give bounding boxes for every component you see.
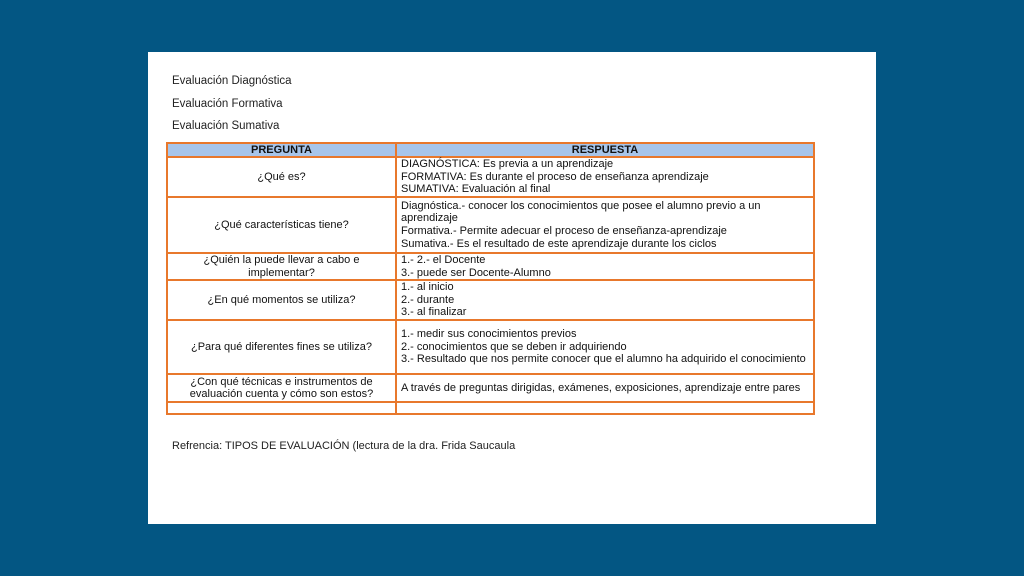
answer-line: Formativa.- Permite adecuar el proceso de enseñanza-aprendizaje [401, 225, 727, 237]
evaluation-table [166, 142, 815, 415]
empty-cell [167, 402, 396, 414]
table-header-row [167, 143, 814, 157]
answer-line: DIAGNÓSTICA: Es previa a un aprendizaje [401, 158, 614, 171]
document-page [148, 52, 876, 524]
table-row [167, 253, 814, 280]
answer-line: 2.- conocimientos que se deben ir adquiriendo [401, 340, 627, 353]
question-cell: ¿Con qué técnicas e instrumentos de evaluación cuenta y cómo son estos? [167, 374, 396, 402]
header-respuesta: RESPUESTA [396, 143, 814, 157]
question-cell: ¿Qué es? [167, 157, 396, 197]
table-row [167, 280, 814, 320]
intro-diagnostica: Evaluación Diagnóstica [172, 75, 292, 87]
table-row [167, 320, 814, 374]
table-row-empty [167, 402, 814, 414]
question-cell: ¿Para qué diferentes fines se utiliza? [167, 320, 396, 374]
answer-line: A través de preguntas dirigidas, exámenes, exposiciones, aprendizaje entre pares [401, 381, 801, 394]
answer-cell [396, 253, 814, 280]
answer-line: Diagnóstica.- conocer los conocimientos que posee el alumno previo a un aprendizaje [401, 199, 761, 225]
answer-cell [396, 320, 814, 374]
answer-line: 2.- durante [401, 293, 455, 306]
answer-line: 1.- 2.- el Docente [401, 254, 486, 266]
intro-sumativa: Evaluación Sumativa [172, 120, 280, 132]
table-row [167, 157, 814, 197]
answer-line: 3.- puede ser Docente-Alumno [401, 266, 551, 279]
answer-line: 1.- al inicio [401, 281, 454, 294]
answer-line: Sumativa.- Es el resultado de este aprendizaje durante los ciclos [401, 237, 717, 250]
intro-list [172, 74, 292, 142]
reference-text: Refrencia: TIPOS DE EVALUACIÓN (lectura de la dra. Frida Saucaula [172, 440, 516, 452]
answer-cell [396, 197, 814, 253]
header-pregunta: PREGUNTA [167, 143, 396, 157]
table-row [167, 374, 814, 402]
intro-formativa: Evaluación Formativa [172, 97, 283, 110]
answer-line: 3.- Resultado que nos permite conocer que el alumno ha adquirido el conocimiento [401, 353, 806, 366]
answer-line: 3.- al finalizar [401, 306, 467, 319]
empty-cell [396, 402, 814, 414]
question-cell: ¿Qué características tiene? [167, 197, 396, 253]
answer-cell [396, 280, 814, 320]
answer-line: 1.- medir sus conocimientos previos [401, 328, 577, 341]
answer-cell [396, 157, 814, 197]
question-cell: ¿En qué momentos se utiliza? [167, 280, 396, 320]
answer-line: FORMATIVA: Es durante el proceso de enseñanza aprendizaje [401, 170, 709, 183]
answer-cell [396, 374, 814, 402]
table-row [167, 197, 814, 253]
answer-line: SUMATIVA: Evaluación al final [401, 183, 551, 196]
question-cell: ¿Quién la puede llevar a cabo e implementar? [167, 253, 396, 280]
